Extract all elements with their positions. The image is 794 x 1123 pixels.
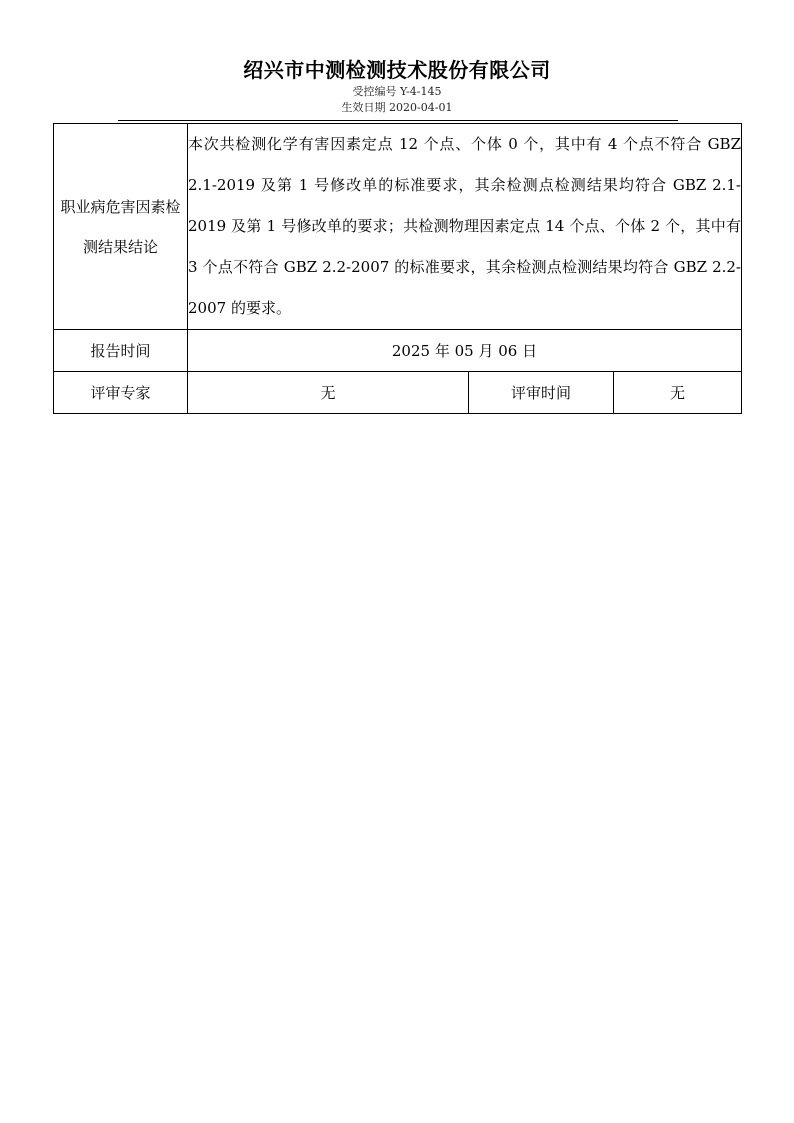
conclusion-label: 职业病危害因素检测结果结论 xyxy=(54,124,188,330)
result-table xyxy=(53,123,742,414)
review-expert-label: 评审专家 xyxy=(54,372,188,414)
conclusion-text: 本次共检测化学有害因素定点 12 个点、个体 0 个，其中有 4 个点不符合 GBZ 2.1-2019 及第 1 号修改单的标准要求，其余检测点检测结果均符合 GBZ 2.1-2019 及第 1 号修改单的要求；共检测物理因素定点 14 个点、个体 2 个，其中有 3 个点不符合 GBZ 2.2-2007 的标准要求，其余检测点检测结果均符合 GBZ 2.2-2007 的要求。 xyxy=(188,124,742,330)
review-expert-value: 无 xyxy=(188,372,469,414)
report-time-value: 2025 年 05 月 06 日 xyxy=(188,330,742,372)
company-name: 绍兴市中测检测技术股份有限公司 xyxy=(243,58,551,82)
report-time-row xyxy=(54,330,742,372)
document-header xyxy=(0,56,794,116)
report-time-label: 报告时间 xyxy=(54,330,188,372)
review-row xyxy=(54,372,742,414)
review-time-label: 评审时间 xyxy=(469,372,614,414)
effective-date: 生效日期 2020-04-01 xyxy=(341,101,453,114)
review-time-value: 无 xyxy=(614,372,742,414)
header-divider xyxy=(118,120,678,121)
conclusion-row xyxy=(54,124,742,330)
control-number: 受控编号 Y-4-145 xyxy=(352,85,442,98)
